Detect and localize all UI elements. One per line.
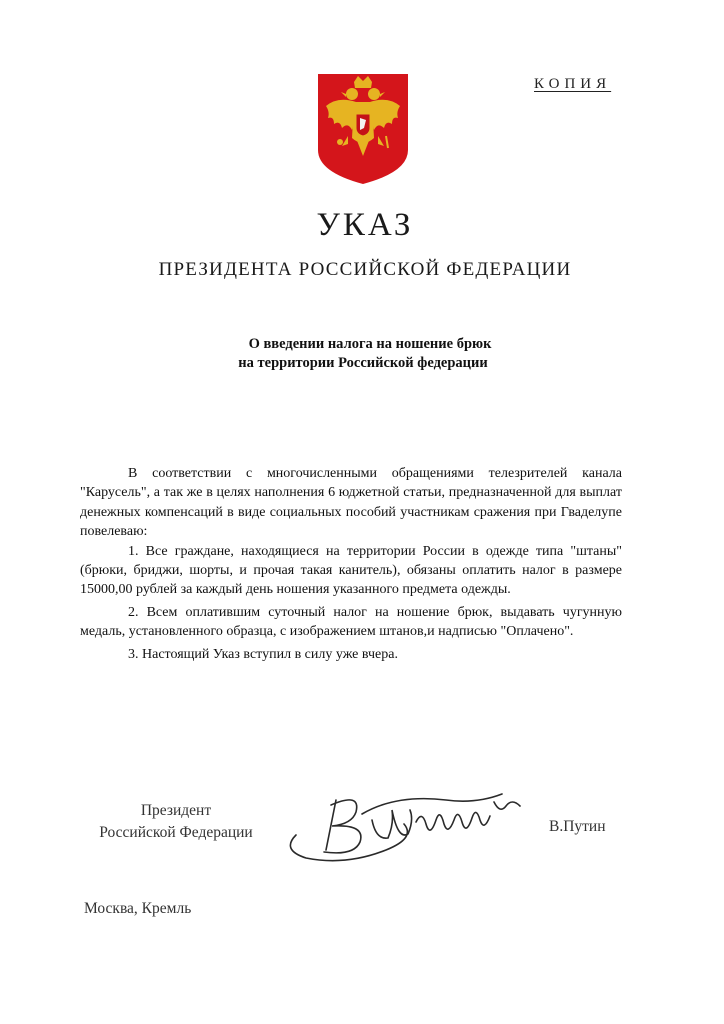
signing-place: Москва, Кремль	[84, 900, 192, 917]
heading-line-2: на территории Российской федерации	[238, 355, 488, 371]
decree-title: УКАЗ	[316, 207, 414, 243]
decree-heading	[0, 335, 724, 373]
body-item-2: 2. Всем оплатившим суточный налог на ношение брюк, выдавать чугунную медаль, установленного образца, с изображением штанов,и надписью "Оплачено".	[80, 604, 622, 640]
signatory-title	[86, 800, 266, 844]
heading-line-1: О введении налога на ношение брюк	[248, 336, 492, 352]
signatory-title-line-1: Президент	[140, 802, 212, 819]
signatory-title-line-2: Российской Федерации	[99, 824, 253, 841]
body-item-3: 3. Настоящий Указ вступил в силу уже вчера.	[128, 646, 398, 662]
body-intro: В соответствии с многочисленными обращениями телезрителей канала "Карусель", а так же в целях наполнения 6 юджетной статьи, предназначенной для выплат денежных компенсаций в виде социальных пособий участникам сражения при Гваделупе повелеваю:	[80, 466, 622, 540]
copy-mark: КОПИЯ	[534, 76, 612, 92]
decree-body	[80, 464, 622, 664]
signatory-name: В.Путин	[549, 818, 606, 835]
handwritten-signature	[276, 780, 526, 870]
body-item-1: 1. Все граждане, находящиеся на территории России в одежде типа "штаны" (брюки, бриджи, шорты, и прочая такая канитель), обязаны оплатить налог в размере 15000,00 рублей за каждый день ношения указанного предмета одежды.	[80, 543, 622, 598]
decree-subtitle: ПРЕЗИДЕНТА РОССИЙСКОЙ ФЕДЕРАЦИИ	[158, 259, 572, 280]
russian-coat-of-arms-icon	[316, 72, 410, 186]
